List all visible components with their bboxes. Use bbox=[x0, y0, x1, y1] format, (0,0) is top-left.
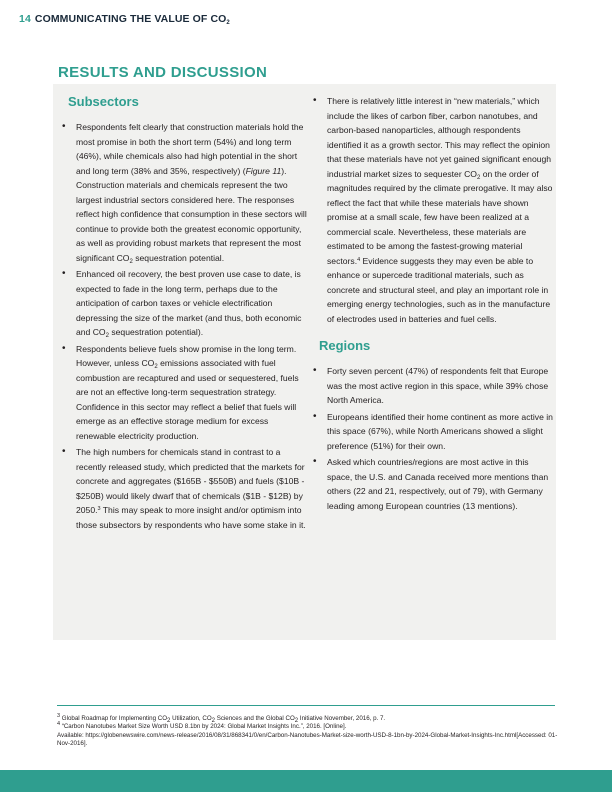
list-item: • Europeans identified their home continent as more active in this space (67%), while North Americans showed a slight preference (51%) for their own. bbox=[311, 410, 555, 454]
regions-list bbox=[311, 364, 555, 513]
footnotes bbox=[57, 715, 569, 749]
footer-bar bbox=[0, 770, 612, 792]
list-item: • Respondents believe fuels show promise in the long term. However, unless $CO_2$ emissions associated with fuel combustion are recaptured and used or sequestered, fuels are not an effective long-term sequestration strategy. Confidence in this sector may reflect a belief that fuels will emerge as an effective storage medium for excess renewable electricity production. bbox=[60, 342, 308, 444]
section-title: RESULTS AND DISCUSSION bbox=[58, 64, 268, 81]
footnote-4-link: Available: https://globenewswire.com/news-release/2016/08/31/868341/0/en/Carbon-Nanotubes-Market-size-worth-USD-8-1bn-by-2024-Global-Market-Insights-Inc.html[Accessed: 01-Nov-2016]. bbox=[57, 731, 558, 748]
new-materials-list bbox=[311, 94, 555, 326]
footnote-3: $^3$ Global Roadmap for Implementing $CO_2$ Utilization, $CO_2$ Sciences and the Global $CO_2$ Initiative November, 2016, p. 7. bbox=[57, 713, 386, 724]
page-number: 14 bbox=[19, 13, 31, 25]
list-item: • The high numbers for chemicals stand in contrast to a recently released study, which predicted that the markets for concrete and aggregates ($165B - $550B) and fuels ($10B - $250B) would likely dwarf that of chemicals ($1B - $12B) by 2050.$^3$ This may speak to more insight and/or optimism into those subsectors by respondents who have some stake in it. bbox=[60, 445, 308, 532]
subsectors-heading: Subsectors bbox=[68, 94, 139, 109]
right-column bbox=[311, 94, 555, 515]
list-item: • Asked which countries/regions are most active in this space, the U.S. and Canada received more mentions than others (22 and 21, respectively, out of 79), with Germany leading among European countries (13 mentions). bbox=[311, 455, 555, 513]
subsectors-list bbox=[60, 120, 308, 532]
list-item: • Respondents felt clearly that construction materials hold the most promise in both the short term (54%) and long term (46%), while chemicals also had high potential in the short and long term (38% and 35%, respectively) (Figure 11). Construction materials and chemicals represent the two largest industrial sectors considered here. The responses reflect high confidence that consumption in these sectors will continue to provide both the greatest economic opportunity, as well as providing robust markets that represent the most significant $CO_2$ sequestration potential. bbox=[60, 120, 308, 265]
footnote-4: $^4$ “Carbon Nanotubes Market Size Worth USD 8.1bn by 2024: Global Market Insights Inc.”, 2016. [Online]. bbox=[57, 721, 347, 731]
results-panel bbox=[53, 84, 556, 640]
list-item: • Enhanced oil recovery, the best proven use case to date, is expected to fade in the long term, perhaps due to the anticipation of carbon taxes or vehicle electrification depressing the size of the market (and thus, both economic and $CO_2$ sequestration potential). bbox=[60, 267, 308, 340]
running-header bbox=[19, 13, 230, 25]
list-item: • There is relatively little interest in “new materials,” which include the likes of carbon fiber, carbon nanotubes, and carbon-based nanoparticles, although respondents identified it as a growth sector. This may reflect the opinion that these materials have not yet gained significant enough industrial market sizes to sequester $CO_2$ on the order of magnitudes required by the climate prerogative. It may also reflect the fact that while these materials have shown promise at a small scale, few have been realized at a commercial scale. Nevertheless, these materials are estimated to be among the fastest-growing material sectors.$^4$ Evidence suggests they may even be able to enhance or supercede traditional materials, such as concrete and structural steel, and play an important role in emerging energy technologies, such as in the manufacture of electrodes used in batteries and fuel cells. bbox=[311, 94, 555, 326]
list-item: • Forty seven percent (47%) of respondents felt that Europe was the most active region in this space, while 39% chose North America. bbox=[311, 364, 555, 408]
running-title: COMMUNICATING THE VALUE OF $CO_2$ bbox=[34, 13, 230, 26]
left-column bbox=[60, 94, 308, 534]
regions-heading: Regions bbox=[319, 338, 371, 353]
footnote-divider bbox=[57, 705, 555, 706]
